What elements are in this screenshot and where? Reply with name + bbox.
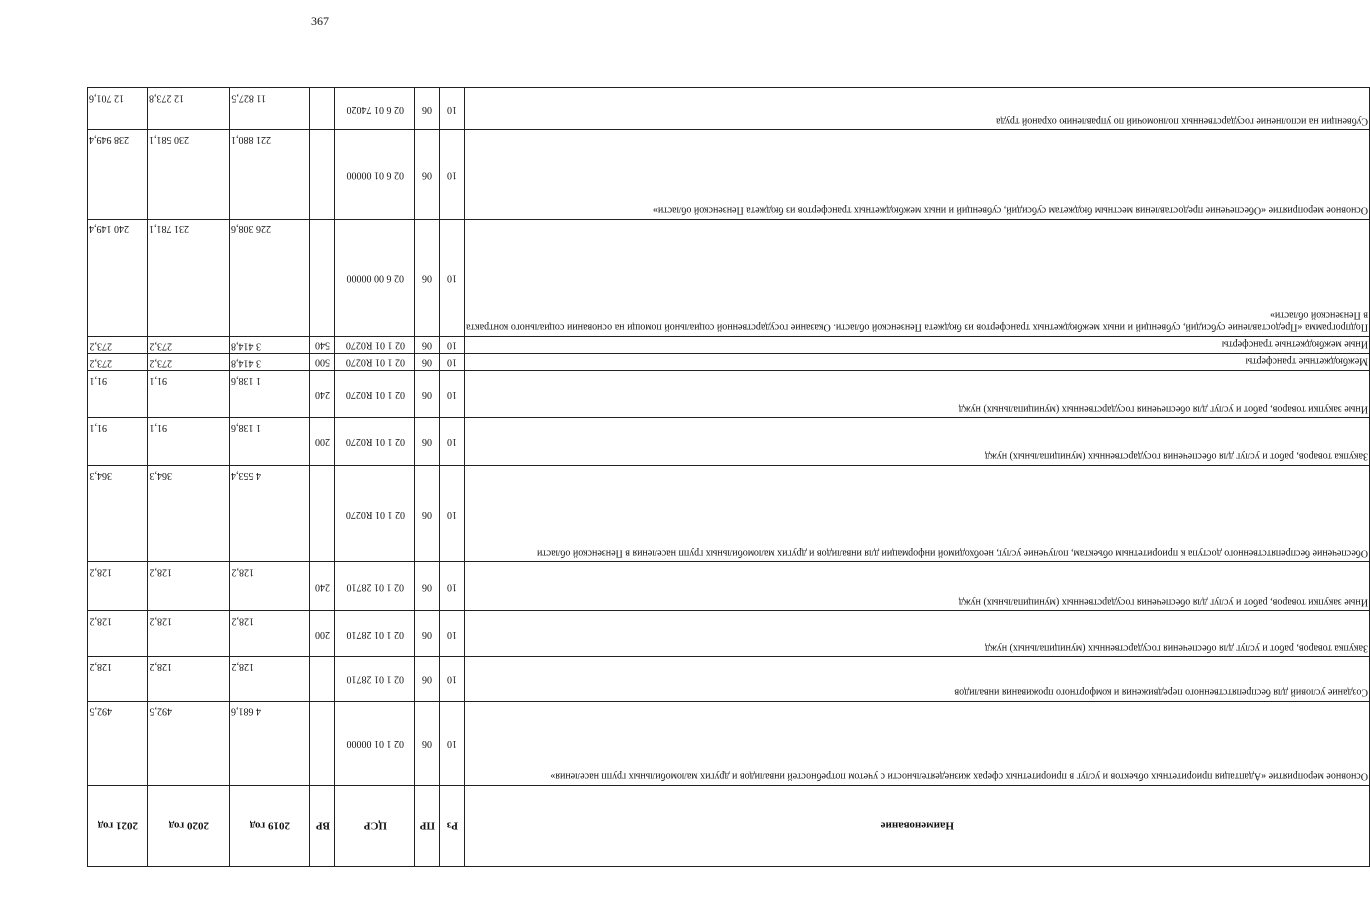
cell-y2021: 91,1 bbox=[88, 370, 148, 418]
cell-y2020: 128,2 bbox=[148, 657, 230, 702]
cell-pr: 06 bbox=[415, 465, 440, 562]
cell-vr bbox=[310, 657, 335, 702]
cell-y2021: 12 701,6 bbox=[88, 88, 148, 130]
field-row-y2020 bbox=[148, 88, 230, 867]
cell-y2019: 1 138,6 bbox=[230, 418, 310, 466]
cell-y2019: 128,2 bbox=[230, 562, 310, 611]
cell-rz: 10 bbox=[440, 465, 465, 562]
cell-y2020: 128,2 bbox=[148, 562, 230, 611]
cell-y2021: 273,2 bbox=[88, 337, 148, 354]
cell-y2019: 3 414,8 bbox=[230, 353, 310, 370]
header-pr: ПР bbox=[415, 785, 440, 866]
cell-vr: 200 bbox=[310, 418, 335, 466]
cell-pr: 06 bbox=[415, 611, 440, 657]
page-number: 367 bbox=[311, 14, 329, 28]
cell-csr: 02 1 01 R0270 bbox=[335, 418, 415, 466]
cell-csr: 02 1 01 R0270 bbox=[335, 353, 415, 370]
cell-csr: 02 1 01 R0270 bbox=[335, 370, 415, 418]
cell-pr: 06 bbox=[415, 657, 440, 702]
cell-pr: 06 bbox=[415, 353, 440, 370]
cell-name: Подпрограмма «Предоставление субсидий, субвенций и иных межбюджетных трансфертов из бюджета Пензенской области. Оказание государственной социальной помощи на основании социального контракта в Пензенской области» bbox=[465, 219, 1370, 336]
cell-y2020: 492,5 bbox=[148, 701, 230, 785]
cell-pr: 06 bbox=[415, 88, 440, 130]
cell-y2019: 11 827,5 bbox=[230, 88, 310, 130]
cell-y2021: 273,2 bbox=[88, 353, 148, 370]
cell-csr: 02 1 01 28710 bbox=[335, 611, 415, 657]
cell-y2020: 91,1 bbox=[148, 418, 230, 466]
field-row-vr bbox=[310, 88, 335, 867]
cell-y2019: 128,2 bbox=[230, 657, 310, 702]
cell-y2021: 91,1 bbox=[88, 418, 148, 466]
field-row-name bbox=[465, 88, 1370, 867]
cell-y2019: 1 138,6 bbox=[230, 370, 310, 418]
header-y2020: 2020 год bbox=[148, 785, 230, 866]
cell-rz: 10 bbox=[440, 611, 465, 657]
header-name: Наименование bbox=[465, 785, 1370, 866]
cell-y2020: 12 273,8 bbox=[148, 88, 230, 130]
cell-y2021: 364,3 bbox=[88, 465, 148, 562]
field-row-pr bbox=[415, 88, 440, 867]
cell-pr: 06 bbox=[415, 562, 440, 611]
cell-y2019: 4 553,4 bbox=[230, 465, 310, 562]
cell-name: Иные закупки товаров, работ и услуг для обеспечения государственных (муниципальных) нужд bbox=[465, 562, 1370, 611]
cell-vr: 240 bbox=[310, 562, 335, 611]
field-row-y2021 bbox=[88, 88, 148, 867]
cell-y2019: 4 681,6 bbox=[230, 701, 310, 785]
header-y2019: 2019 год bbox=[230, 785, 310, 866]
cell-y2020: 230 581,1 bbox=[148, 130, 230, 220]
cell-name: Обеспечение беспрепятственного доступа к приоритетным объектам, получение услуг, необходимой информации для инвалидов и других маломобильных групп населения в Пензенской области bbox=[465, 465, 1370, 562]
cell-pr: 06 bbox=[415, 370, 440, 418]
cell-y2021: 128,2 bbox=[88, 562, 148, 611]
header-rz: Рз bbox=[440, 785, 465, 866]
cell-rz: 10 bbox=[440, 219, 465, 336]
cell-y2019: 128,2 bbox=[230, 611, 310, 657]
cell-vr bbox=[310, 465, 335, 562]
cell-y2019: 3 414,8 bbox=[230, 337, 310, 354]
cell-name: Иные закупки товаров, работ и услуг для обеспечения государственных (муниципальных) нужд bbox=[465, 370, 1370, 418]
cell-rz: 10 bbox=[440, 701, 465, 785]
cell-rz: 10 bbox=[440, 562, 465, 611]
cell-y2021: 492,5 bbox=[88, 701, 148, 785]
cell-y2020: 91,1 bbox=[148, 370, 230, 418]
cell-vr: 500 bbox=[310, 353, 335, 370]
cell-name: Иные межбюджетные трансферты bbox=[465, 337, 1370, 354]
cell-vr bbox=[310, 88, 335, 130]
cell-vr: 200 bbox=[310, 611, 335, 657]
field-row-rz bbox=[440, 88, 465, 867]
header-y2021: 2021 год bbox=[88, 785, 148, 866]
cell-csr: 02 6 01 00000 bbox=[335, 130, 415, 220]
cell-rz: 10 bbox=[440, 130, 465, 220]
cell-y2021: 128,2 bbox=[88, 657, 148, 702]
cell-y2021: 240 149,4 bbox=[88, 219, 148, 336]
cell-csr: 02 6 01 74020 bbox=[335, 88, 415, 130]
cell-rz: 10 bbox=[440, 88, 465, 130]
cell-y2021: 238 949,4 bbox=[88, 130, 148, 220]
field-row-y2019 bbox=[230, 88, 310, 867]
rotated-table-container bbox=[87, 87, 1368, 867]
cell-y2020: 273,2 bbox=[148, 337, 230, 354]
header-vr: ВР bbox=[310, 785, 335, 866]
cell-pr: 06 bbox=[415, 418, 440, 466]
cell-rz: 10 bbox=[440, 657, 465, 702]
cell-rz: 10 bbox=[440, 337, 465, 354]
cell-vr: 540 bbox=[310, 337, 335, 354]
cell-csr: 02 1 01 00000 bbox=[335, 701, 415, 785]
cell-csr: 02 1 01 28710 bbox=[335, 562, 415, 611]
header-csr: ЦСР bbox=[335, 785, 415, 866]
cell-name: Закупка товаров, работ и услуг для обеспечения государственных (муниципальных) нужд bbox=[465, 418, 1370, 466]
cell-name: Создание условий для беспрепятственного передвижения и комфортного проживания инвалидов bbox=[465, 657, 1370, 702]
field-row-csr bbox=[335, 88, 415, 867]
cell-vr: 240 bbox=[310, 370, 335, 418]
cell-y2019: 226 308,6 bbox=[230, 219, 310, 336]
cell-rz: 10 bbox=[440, 370, 465, 418]
cell-pr: 06 bbox=[415, 219, 440, 336]
cell-csr: 02 1 01 28710 bbox=[335, 657, 415, 702]
cell-name: Субвенции на исполнение государственных полномочий по управлению охраной труда bbox=[465, 88, 1370, 130]
cell-pr: 06 bbox=[415, 337, 440, 354]
cell-rz: 10 bbox=[440, 353, 465, 370]
cell-name: Основное мероприятие «Адаптация приоритетных объектов и услуг в приоритетных сферах жизнедеятельности с учетом потребностей инвалидов и других маломобильных групп населения» bbox=[465, 701, 1370, 785]
cell-vr bbox=[310, 219, 335, 336]
cell-vr bbox=[310, 130, 335, 220]
cell-pr: 06 bbox=[415, 130, 440, 220]
cell-y2020: 364,3 bbox=[148, 465, 230, 562]
cell-csr: 02 6 00 00000 bbox=[335, 219, 415, 336]
cell-name: Межбюджетные трансферты bbox=[465, 353, 1370, 370]
cell-name: Закупка товаров, работ и услуг для обеспечения государственных (муниципальных) нужд bbox=[465, 611, 1370, 657]
cell-csr: 02 1 01 R0270 bbox=[335, 337, 415, 354]
cell-y2020: 231 781,1 bbox=[148, 219, 230, 336]
cell-y2020: 273,2 bbox=[148, 353, 230, 370]
cell-csr: 02 1 01 R0270 bbox=[335, 465, 415, 562]
cell-vr bbox=[310, 701, 335, 785]
cell-rz: 10 bbox=[440, 418, 465, 466]
cell-y2019: 221 880,1 bbox=[230, 130, 310, 220]
budget-table bbox=[87, 87, 1370, 867]
cell-name: Основное мероприятие «Обеспечение предоставления местным бюджетам субсидий, субвенций и иных межбюджетных трансфертов из бюджета Пензенской области» bbox=[465, 130, 1370, 220]
cell-y2021: 128,2 bbox=[88, 611, 148, 657]
cell-y2020: 128,2 bbox=[148, 611, 230, 657]
cell-pr: 06 bbox=[415, 701, 440, 785]
